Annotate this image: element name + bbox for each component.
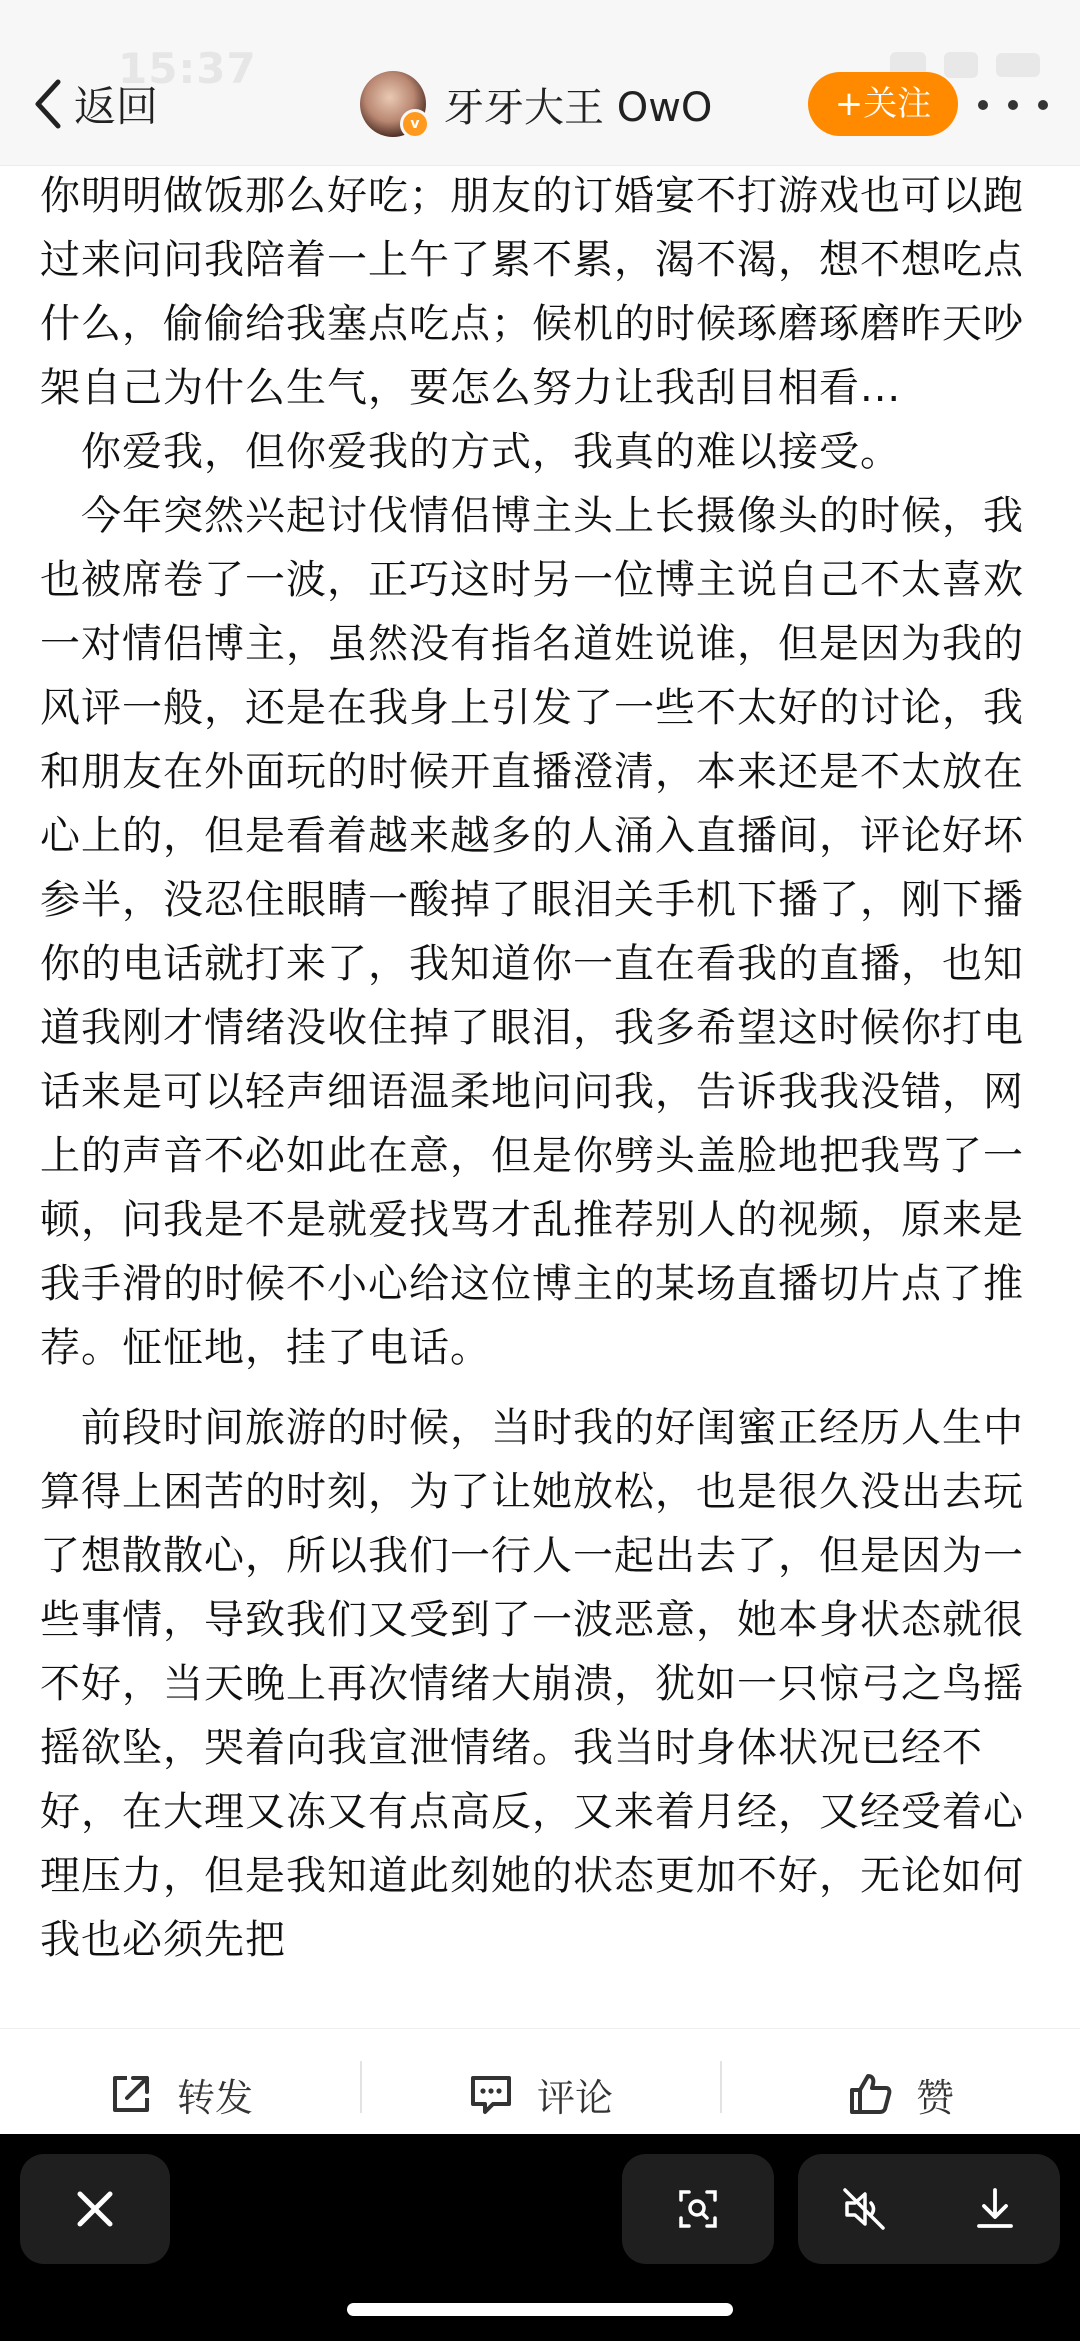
speaker-muted-icon[interactable]: [841, 2186, 887, 2232]
chevron-left-icon: [30, 76, 66, 132]
battery-icon: [996, 53, 1040, 77]
dot-icon: [1038, 100, 1048, 110]
avatar[interactable]: [360, 71, 426, 137]
post-body: [40, 164, 1050, 2024]
status-time: 15:37: [118, 44, 257, 93]
nav-header: [0, 0, 1080, 166]
verified-badge-icon: v: [400, 109, 430, 139]
download-icon[interactable]: [972, 2186, 1018, 2232]
media-controls-group: [798, 2154, 1060, 2264]
comment-icon: [467, 2070, 515, 2118]
back-button[interactable]: [30, 72, 158, 136]
repost-label: 转发: [176, 2075, 253, 2120]
post-paragraph: 你明明做饭那么好吃；朋友的订婚宴不打游戏也可以跑过来问问我陪着一上午了累不累，渴不渴，想不想吃点什么，偷偷给我塞点吃点；候机的时候琢磨琢磨昨天吵架自己为什么生气，要怎么努力让我刮目相看...: [40, 173, 1024, 411]
thumbs-up-icon: [846, 2070, 894, 2118]
dot-icon: [978, 100, 988, 110]
lens-scan-button[interactable]: [622, 2154, 774, 2264]
like-label: 赞: [915, 2075, 954, 2120]
author-name[interactable]: 牙牙大王 OwO: [444, 84, 713, 131]
post-paragraph: 今年突然兴起讨伐情侣博主头上长摄像头的时候，我也被席卷了一波，正巧这时另一位博主说自己不太喜欢一对情侣博主，虽然没有指名道姓说谁，但是因为我的风评一般，还是在我身上引发了一些不太好的讨论，我和朋友在外面玩的时候开直播澄清，本来还是不太放在心上的，但是看着越来越多的人涌入直播间，评论好坏参半，没忍住眼睛一酸掉了眼泪关手机下播了，刚下播你的电话就打来了，我知道你一直在看我的直播，也知道我刚才情绪没收住掉了眼泪，我多希望这时候你打电话来是可以轻声细语温柔地问问我，告诉我我没错，网上的声音不必如此在意，但是你劈头盖脸地把我骂了一顿，问我是不是就爱找骂才乱推荐别人的视频，原来是我手滑的时候不小心给这位博主的某场直播切片点了推荐。怔怔地，挂了电话。: [40, 493, 1024, 1371]
follow-button[interactable]: +关注: [808, 72, 958, 136]
post-paragraph: 前段时间旅游的时候，当时我的好闺蜜正经历人生中算得上困苦的时刻，为了让她放松，也是很久没出去玩了想散散心，所以我们一行人一起出去了，但是因为一些事情，导致我们又受到了一波恶意，她本身状态就很不好，当天晚上再次情绪大崩溃，犹如一只惊弓之鸟摇摇欲坠，哭着向我宣泄情绪。我当时身体状况已经不好，在大理又冻又有点高反，又来着月经，又经受着心理压力，但是我知道此刻她的状态更加不好，无论如何我也必须先把: [40, 1405, 1024, 1963]
author-block[interactable]: [360, 68, 712, 140]
more-options-button[interactable]: [978, 80, 1048, 130]
comment-label: 评论: [536, 2075, 613, 2120]
close-button[interactable]: [20, 2154, 170, 2264]
share-icon: [107, 2070, 155, 2118]
close-icon: [72, 2186, 118, 2232]
post-paragraph: 你爱我，但你爱我的方式，我真的难以接受。: [81, 429, 901, 475]
home-indicator[interactable]: [347, 2303, 733, 2316]
lens-scan-icon: [675, 2186, 721, 2232]
wifi-icon: [944, 52, 978, 78]
back-label: 返回: [74, 82, 159, 131]
dot-icon: [1008, 100, 1018, 110]
